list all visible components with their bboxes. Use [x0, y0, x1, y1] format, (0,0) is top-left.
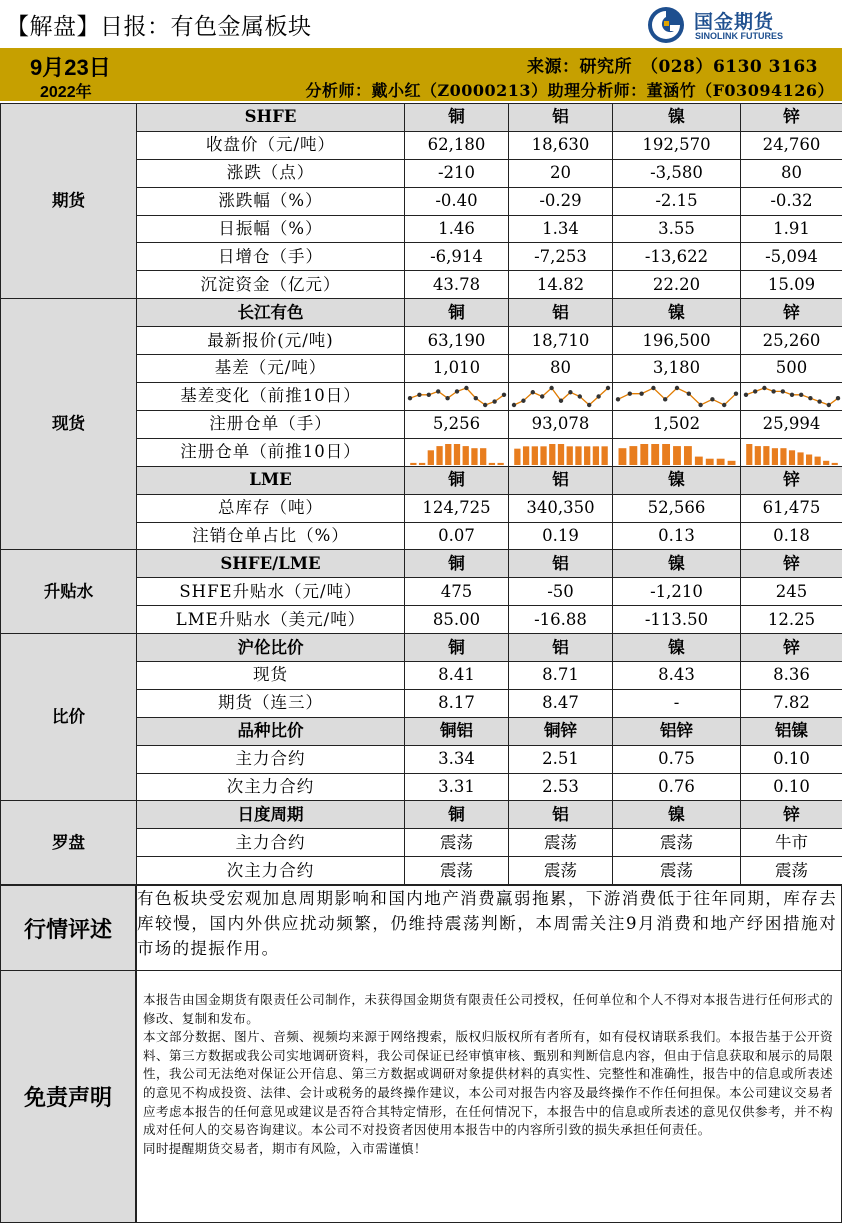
table-cell: 340,350 [509, 494, 613, 522]
spot-header-row [1, 299, 842, 327]
sparkline-point [596, 394, 600, 398]
bar [823, 461, 829, 465]
report-title: 【解盘】日报：有色金属板块 [6, 14, 312, 40]
company-logo [646, 5, 836, 45]
bar [567, 446, 573, 465]
table-cell: 18,630 [509, 131, 613, 159]
bar [797, 452, 803, 465]
lme-header-cell: 铝 [509, 466, 613, 494]
row-label: LME升贴水（美元/吨） [137, 606, 405, 634]
sparkline-point [698, 403, 702, 407]
compass-header-cell: 锌 [741, 801, 842, 829]
premium-header-row [1, 550, 842, 578]
sparkline-point [455, 389, 459, 393]
table-cell: 25,260 [741, 327, 842, 355]
bar [419, 463, 425, 465]
bar [436, 446, 442, 465]
bar [489, 463, 495, 465]
table-cell: -50 [509, 578, 613, 606]
ratio-header-cell: 镍 [613, 634, 741, 662]
table-cell: 8.43 [613, 662, 741, 690]
bar [497, 463, 503, 465]
table-cell: -0.29 [509, 187, 613, 215]
bar [755, 446, 761, 465]
compass-header-cell: 镍 [613, 801, 741, 829]
premium-header-cell: 镍 [613, 550, 741, 578]
futures-header-cell: 镍 [613, 104, 741, 132]
bar [746, 444, 752, 465]
table-cell: 22.20 [613, 271, 741, 299]
table-cell: 8.47 [509, 689, 613, 717]
table-cell: 5,256 [405, 410, 509, 438]
bar [651, 444, 659, 465]
sparkline-point [568, 390, 572, 394]
table-cell: 震荡 [405, 857, 509, 885]
table-cell: 3.31 [405, 773, 509, 801]
sparkline-point [559, 398, 563, 402]
table-cell: 0.10 [741, 745, 842, 773]
bar [684, 446, 692, 465]
sparkline-point [578, 394, 582, 398]
table-cell: 61,475 [741, 494, 842, 522]
ratio-header2-cell: 品种比价 [137, 717, 405, 745]
spot-header-cell: 长江有色 [137, 299, 405, 327]
table-cell: 2.51 [509, 745, 613, 773]
table-cell: 80 [509, 355, 613, 383]
row-label: 期货（连三） [137, 689, 405, 717]
bar [806, 454, 812, 465]
table-cell: 3.34 [405, 745, 509, 773]
bar [601, 446, 607, 465]
sparkline-point [606, 386, 610, 390]
table-cell: 124,725 [405, 494, 509, 522]
row-label: SHFE升贴水（元/吨） [137, 578, 405, 606]
sparkline-point [817, 399, 821, 403]
sparkline-point [549, 386, 553, 390]
premium-header-cell: 锌 [741, 550, 842, 578]
row-label: 现货 [137, 662, 405, 690]
sparkline-point [408, 396, 412, 400]
bar [629, 446, 637, 465]
bar [815, 456, 821, 464]
table-cell: 14.82 [509, 271, 613, 299]
table-cell: 8.41 [405, 662, 509, 690]
table-cell: 93,078 [509, 410, 613, 438]
table-cell: 12.25 [741, 606, 842, 634]
futures-header-cell: 锌 [741, 104, 842, 132]
sparkline-point [427, 393, 431, 397]
sparkline-point [616, 397, 620, 401]
sparkline-line [618, 388, 736, 405]
bar [532, 446, 538, 465]
premium-header-cell: 铝 [509, 550, 613, 578]
lme-header-cell: LME [137, 466, 405, 494]
bar [706, 458, 714, 464]
disclaimer-paragraph: 同时提醒期货交易者，期市有风险，入市需谨慎！ [143, 1140, 427, 1156]
registered-bars-aluminum [509, 439, 613, 466]
sparkline-point [512, 403, 516, 407]
table-cell: 85.00 [405, 606, 509, 634]
sparkline-point [808, 396, 812, 400]
table-cell: 0.19 [509, 522, 613, 550]
table-cell: 0.13 [613, 522, 741, 550]
sparkline-point [663, 397, 667, 401]
sparkline-point [675, 386, 679, 390]
bar [410, 463, 416, 465]
sparkline-point [744, 393, 748, 397]
disclaimer-paragraph: 本文部分数据、图片、音频、视频均来源于网络搜索，版权归版权所有者所有，如有侵权请联系我们。本报告基于公开资料、第三方数据或我公司实地调研资料，我公司保证已经审慎审核、甄别和判断信息内容，但由于信息获取和展示的局限性，我公司无法绝对保证公开信息、第三方数据或调研对象提供材料的真实性、完整性和准确性，报告中的信息或所表述的意见不构成投资、法律、会计或税务的最终操作建议，本公司对报告内容及最终操作不作任何担保。本公司建议交易者应考虑本报告的任何意见或建议是否符合其特定情形，在任何情况下，本报告中的信息或所表述的意见仅供参考，并不构成对任何人的交易咨询建议。本公司不对投资者因使用本报告中的内容所引致的损失承担任何责任。 [143, 1029, 833, 1138]
row-label: 基差变化（前推10日） [137, 382, 405, 410]
bar [728, 461, 736, 465]
row-label: 主力合约 [137, 829, 405, 857]
futures-header-cell: 铝 [509, 104, 613, 132]
table-cell: -3,580 [613, 159, 741, 187]
logo-cn-text: 国金期货 [694, 11, 775, 33]
sparkline-point [502, 393, 506, 397]
bar [619, 448, 627, 465]
row-label: 涨跌（点） [137, 159, 405, 187]
sparkline-point [587, 403, 591, 407]
table-cell: 1.34 [509, 215, 613, 243]
row-label: 总库存（吨） [137, 494, 405, 522]
sparkline-point [836, 396, 840, 400]
table-cell: 7.82 [741, 689, 842, 717]
registered-bars-copper [405, 439, 509, 466]
sparkline-point [628, 391, 632, 395]
compass-header-cell: 铜 [405, 801, 509, 829]
table-cell: - [613, 689, 741, 717]
section-spot: 现货 [1, 299, 137, 550]
bar [832, 463, 838, 465]
ratio-header2-cell: 铝锌 [613, 717, 741, 745]
ratio-header-cell: 铝 [509, 634, 613, 662]
report-analysts: 分析师：戴小红（Z0000213）助理分析师：董涵竹（F03094126） [305, 81, 834, 100]
table-cell: 0.18 [741, 522, 842, 550]
row-label: 次主力合约 [137, 773, 405, 801]
table-cell: 3.55 [613, 215, 741, 243]
sparkline-point [790, 393, 794, 397]
table-cell: 245 [741, 578, 842, 606]
table-cell: -2.15 [613, 187, 741, 215]
table-cell: 196,500 [613, 327, 741, 355]
bar [471, 448, 477, 465]
registered-bars-cell [741, 438, 842, 466]
compass-header-cell: 日度周期 [137, 801, 405, 829]
ratio-header-row [1, 634, 842, 662]
lme-header-cell: 镍 [613, 466, 741, 494]
table-cell: 3,180 [613, 355, 741, 383]
bar [789, 450, 795, 465]
premium-header-cell: SHFE/LME [137, 550, 405, 578]
bar [558, 444, 564, 465]
registered-bars-cell [613, 438, 741, 466]
table-cell: 43.78 [405, 271, 509, 299]
futures-header-cell: SHFE [137, 104, 405, 132]
spot-header-cell: 铜 [405, 299, 509, 327]
table-cell: -7,253 [509, 243, 613, 271]
sparkline-point [734, 391, 738, 395]
disclaimer-paragraph: 本报告由国金期货有限责任公司制作，未获得国金期货有限责任公司授权，任何单位和个人不得对本报告进行任何形式的修改、复制和发布。 [143, 992, 833, 1026]
table-cell: 1,010 [405, 355, 509, 383]
basis-sparkline-cell [613, 382, 741, 410]
report-date: 9月23日 [30, 55, 111, 80]
table-cell: -5,094 [741, 243, 842, 271]
table-cell: 1.46 [405, 215, 509, 243]
table-cell: 0.76 [613, 773, 741, 801]
table-cell: 1.91 [741, 215, 842, 243]
bar [480, 448, 486, 465]
row-label: 日振幅（%） [137, 215, 405, 243]
bar [763, 446, 769, 465]
table-cell: 震荡 [405, 829, 509, 857]
table-cell: 8.36 [741, 662, 842, 690]
sparkline-point [531, 390, 535, 394]
bar [454, 444, 460, 465]
table-cell: 震荡 [613, 857, 741, 885]
row-label: 注册仓单（前推10日） [137, 438, 405, 466]
basis-sparkline-copper [405, 383, 509, 410]
disclaimer-text [143, 991, 833, 1158]
sparkline-point [540, 394, 544, 398]
bar [428, 450, 434, 465]
sparkline-point [771, 389, 775, 393]
table-cell: -13,622 [613, 243, 741, 271]
bar [584, 446, 590, 465]
review-text: 有色板块受宏观加息周期影响和国内地产消费羸弱拖累，下游消费低于往年同期，库存去库较慢，国内外供应扰动频繁，仍维持震荡判断，本周需关注9月消费和地产纾困措施对市场的提振作用。 [137, 889, 837, 958]
basis-sparkline-cell [405, 382, 509, 410]
table-cell: -210 [405, 159, 509, 187]
row-label: 次主力合约 [137, 857, 405, 885]
basis-sparkline-zinc [741, 383, 842, 410]
table-cell: 500 [741, 355, 842, 383]
bar [445, 444, 451, 465]
section-premium: 升贴水 [1, 550, 137, 634]
section-compass: 罗盘 [1, 801, 137, 885]
table-cell: 25,994 [741, 410, 842, 438]
sparkline-point [651, 386, 655, 390]
bar [640, 444, 648, 465]
table-cell: 0.75 [613, 745, 741, 773]
sinolink-logo-icon [646, 5, 688, 45]
sparkline-point [753, 389, 757, 393]
sparkline-point [521, 398, 525, 402]
basis-sparkline-cell [741, 382, 842, 410]
sparkline-point [436, 389, 440, 393]
section-review: 行情评述 [0, 885, 136, 971]
premium-header-cell: 铜 [405, 550, 509, 578]
bar [523, 446, 529, 465]
table-cell: 52,566 [613, 494, 741, 522]
table-cell: 震荡 [509, 857, 613, 885]
section-ratio: 比价 [1, 634, 137, 801]
table-cell: 192,570 [613, 131, 741, 159]
spot-header-cell: 铝 [509, 299, 613, 327]
bar [673, 446, 681, 465]
table-cell: 24,760 [741, 131, 842, 159]
table-cell: 20 [509, 159, 613, 187]
row-label: 注销仓单占比（%） [137, 522, 405, 550]
sparkline-point [781, 389, 785, 393]
registered-bars-zinc [741, 439, 842, 466]
sparkline-point [445, 396, 449, 400]
table-cell: -0.40 [405, 187, 509, 215]
ratio-header2-cell: 铝镍 [741, 717, 842, 745]
table-cell: 1,502 [613, 410, 741, 438]
sparkline-point [492, 399, 496, 403]
table-cell: 震荡 [509, 829, 613, 857]
registered-bars-cell [405, 438, 509, 466]
row-label: 最新报价(元/吨) [137, 327, 405, 355]
table-cell: 震荡 [741, 857, 842, 885]
bar [772, 448, 778, 465]
bar [593, 446, 599, 465]
futures-header-row [1, 104, 842, 132]
lme-header-cell: 铜 [405, 466, 509, 494]
sparkline-point [687, 391, 691, 395]
row-label: 沉淀资金（亿元） [137, 271, 405, 299]
section-disclaimer: 免责声明 [0, 970, 136, 1223]
bar [695, 456, 703, 464]
sparkline-point [710, 397, 714, 401]
row-label: 日增仓（手） [137, 243, 405, 271]
table-cell: 0.10 [741, 773, 842, 801]
ratio-header-cell: 铜 [405, 634, 509, 662]
spot-header-cell: 锌 [741, 299, 842, 327]
sparkline-point [483, 403, 487, 407]
sparkline-point [474, 396, 478, 400]
table-cell: 63,190 [405, 327, 509, 355]
bar [514, 448, 520, 464]
basis-sparkline-aluminum [509, 383, 613, 410]
registered-bars-nickel [613, 439, 741, 466]
market-data-table [0, 103, 842, 885]
report-source: 来源：研究所 （028）6130 3163 [526, 57, 818, 77]
bar [575, 446, 581, 465]
sparkline-point [762, 386, 766, 390]
table-cell: 2.53 [509, 773, 613, 801]
table-cell: -0.32 [741, 187, 842, 215]
ratio-header-cell: 沪伦比价 [137, 634, 405, 662]
table-cell: 15.09 [741, 271, 842, 299]
table-cell: -113.50 [613, 606, 741, 634]
bar [549, 444, 555, 465]
section-futures: 期货 [1, 104, 137, 299]
lme-header-cell: 锌 [741, 466, 842, 494]
bar [662, 444, 670, 465]
bar [717, 458, 725, 464]
compass-header-row [1, 801, 842, 829]
sparkline-point [827, 403, 831, 407]
table-cell: -1,210 [613, 578, 741, 606]
sparkline-point [799, 393, 803, 397]
sparkline-point [417, 393, 421, 397]
sparkline-point [464, 386, 468, 390]
bar [540, 446, 546, 465]
meta-band [0, 48, 842, 101]
futures-header-cell: 铜 [405, 104, 509, 132]
sparkline-point [639, 391, 643, 395]
report-year: 2022年 [40, 84, 92, 101]
table-cell: -6,914 [405, 243, 509, 271]
row-label: 基差（元/吨） [137, 355, 405, 383]
basis-sparkline-nickel [613, 383, 741, 410]
basis-sparkline-cell [509, 382, 613, 410]
bar [780, 448, 786, 465]
table-cell: 0.07 [405, 522, 509, 550]
table-cell: 62,180 [405, 131, 509, 159]
registered-bars-cell [509, 438, 613, 466]
table-cell: 18,710 [509, 327, 613, 355]
row-label: 主力合约 [137, 745, 405, 773]
ratio-header-cell: 锌 [741, 634, 842, 662]
spot-header-cell: 镍 [613, 299, 741, 327]
table-cell: 475 [405, 578, 509, 606]
report-header [0, 0, 842, 48]
table-cell: 8.17 [405, 689, 509, 717]
table-cell: -16.88 [509, 606, 613, 634]
row-label: 涨跌幅（%） [137, 187, 405, 215]
table-cell: 8.71 [509, 662, 613, 690]
row-label: 注册仓单（手） [137, 410, 405, 438]
compass-header-cell: 铝 [509, 801, 613, 829]
ratio-header2-cell: 铜锌 [509, 717, 613, 745]
table-cell: 牛市 [741, 829, 842, 857]
table-cell: 80 [741, 159, 842, 187]
table-cell: 震荡 [613, 829, 741, 857]
logo-en-text: SINOLINK FUTURES [695, 31, 784, 41]
ratio-header2-cell: 铜铝 [405, 717, 509, 745]
bar [463, 446, 469, 465]
row-label: 收盘价（元/吨） [137, 131, 405, 159]
sparkline-point [722, 403, 726, 407]
